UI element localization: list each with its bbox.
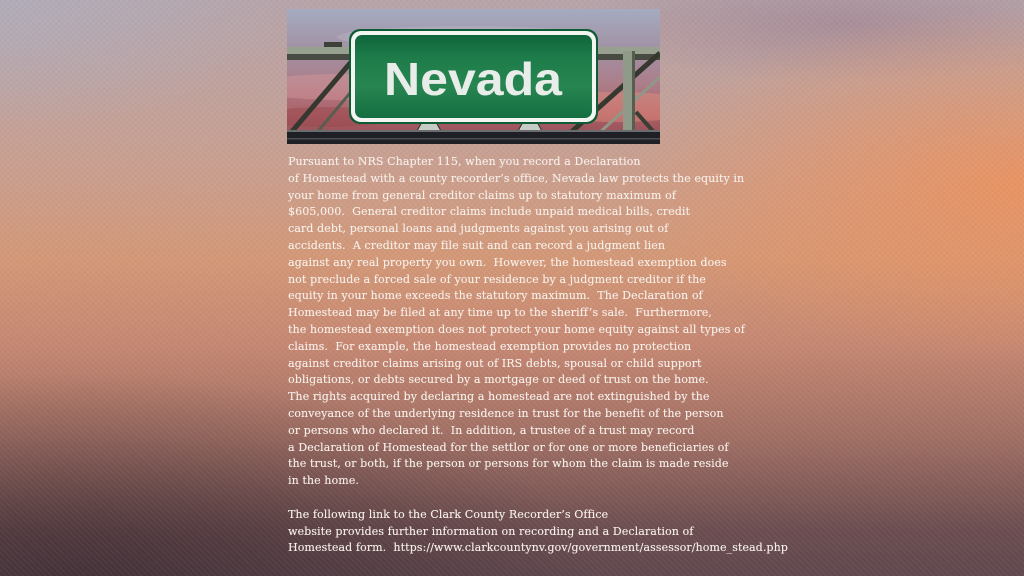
recorder-link-paragraph: [288, 507, 788, 557]
text-line: in the home.: [288, 474, 359, 488]
text-line: Pursuant to NRS Chapter 115, when you record a Declaration: [288, 155, 641, 168]
text-line: claims. For example, the homestead exemption provides no protection: [288, 339, 692, 353]
nevada-sign-illustration: [287, 9, 660, 144]
text-line: $605,000. General creditor claims include unpaid medical bills, credit: [288, 205, 691, 219]
text-line: card debt, personal loans and judgments against you arising out of: [288, 222, 669, 236]
text-line: the trust, or both, if the person or persons for whom the claim is made reside: [288, 457, 729, 471]
text-line: the homestead exemption does not protect your home equity against all types of: [288, 322, 745, 336]
gantry-post-shadow: [632, 51, 635, 135]
gantry-beam-detail: [287, 138, 660, 140]
text-line: or persons who declared it. In addition, a trustee of a trust may record: [288, 423, 695, 437]
nevada-sign-photo: [287, 9, 660, 144]
text-line: website provides further information on recording and a Declaration of: [288, 524, 694, 538]
text-line: equity in your home exceeds the statutory maximum. The Declaration of: [288, 289, 703, 303]
text-line: a Declaration of Homestead for the settlor or for one or more beneficiaries of: [288, 440, 729, 454]
text-line: your home from general creditor claims up to statutory maximum of: [288, 188, 676, 202]
text-line: against creditor claims arising out of IRS debts, spousal or child support: [288, 356, 702, 370]
text-line: Homestead form. https://www.clarkcountynv.gov/government/assessor/home_stead.php: [288, 541, 788, 555]
gantry-beam-highlight: [287, 130, 660, 132]
text-line: The following link to the Clark County Recorder’s Office: [288, 507, 609, 521]
text-line: not preclude a forced sale of your residence by a judgment creditor if the: [288, 272, 706, 286]
text-line: conveyance of the underlying residence in trust for the benefit of the person: [288, 406, 724, 420]
text-line: obligations, or debts secured by a mortgage or deed of trust on the home.: [288, 373, 709, 387]
slide-text: [288, 154, 788, 557]
text-line: against any real property you own. However, the homestead exemption does: [288, 255, 727, 269]
text-line: accidents. A creditor may file suit and can record a judgment lien: [288, 238, 666, 252]
homestead-paragraph: [288, 154, 788, 490]
text-line: Homestead may be filed at any time up to the sheriff’s sale. Furthermore,: [288, 306, 712, 320]
text-line: of Homestead with a county recorder’s office, Nevada law protects the equity in: [288, 171, 745, 185]
text-line: The rights acquired by declaring a homestead are not extinguished by the: [288, 390, 710, 404]
gantry-fitting: [324, 42, 342, 47]
sign-label: Nevada: [384, 53, 563, 105]
